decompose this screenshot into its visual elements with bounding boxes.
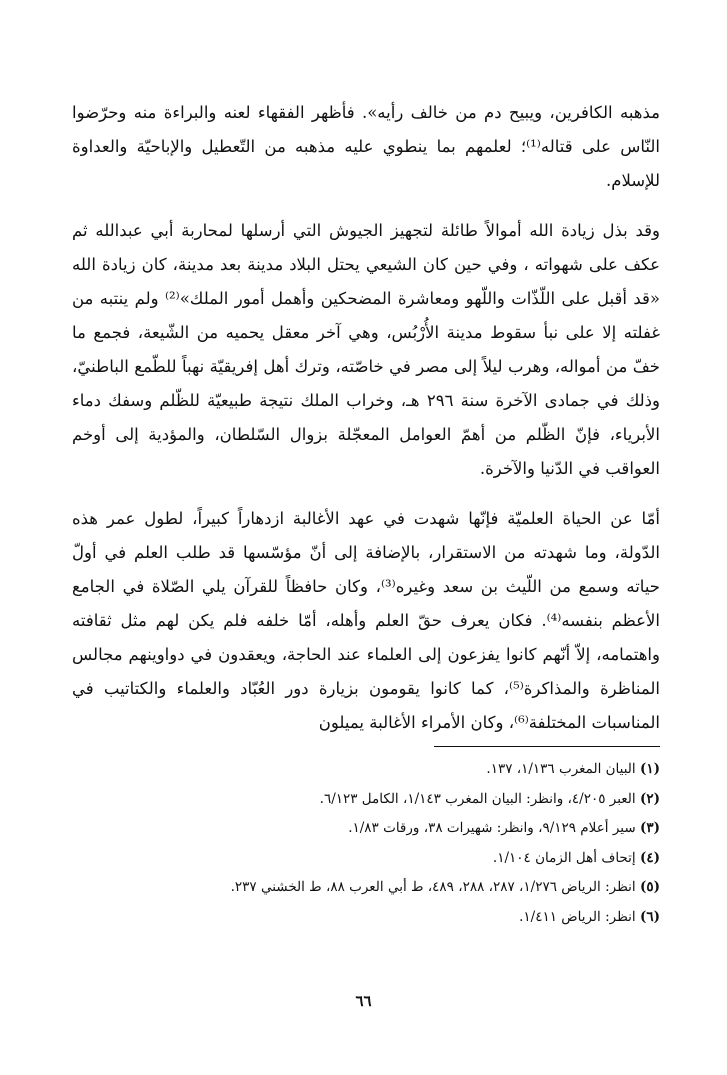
footnote-number: (٦) — [639, 908, 660, 925]
footnote-text: إتحاف أهل الزمان ١/١٠٤. — [492, 849, 636, 866]
footnote-number: (٣) — [639, 820, 660, 836]
footnote-divider — [434, 746, 660, 747]
footnote-item — [72, 785, 660, 815]
footnote-item — [72, 814, 660, 844]
footnote-number: (١) — [639, 761, 660, 777]
footnote-number: (٢) — [639, 790, 660, 807]
footnote-item — [72, 844, 660, 874]
body-paragraph: مذهبه الكافرين، ويبيح دم من خالف رأيه». فأظهر الفقهاء لعنه والبراءة منه وحرّضوا النّاس على قتاله⁽¹⁾؛ لعلمهم بما ينطوي عليه مذهبه من التّعطيل والإباحيّة والعداوة للإسلام. — [72, 103, 660, 190]
footnote-text: البيان المغرب ١/١٣٦، ١٣٧. — [486, 761, 636, 777]
page-number: ٦٦ — [355, 992, 372, 1010]
footnote-item — [72, 903, 660, 933]
footnotes-list — [72, 755, 660, 932]
page-body — [72, 96, 660, 932]
footnote-text: انظر: الرياض ١/٤١١. — [519, 908, 636, 925]
footnote-text: العبر ٤/٢٠٥، وانظر: البيان المغرب ١/١٤٣، الكامل ٦/١٢٣. — [319, 790, 636, 807]
footnote-item — [72, 873, 660, 903]
footnote-text: انظر: الرياض ١/٢٧٦، ٢٨٧، ٢٨٨، ٤٨٩، ط أبي العرب ٨٨، ط الخشني ٢٣٧. — [230, 879, 636, 895]
footnote-number: (٤) — [639, 849, 660, 866]
body-paragraph: وقد بذل زيادة الله أموالاً طائلة لتجهيز الجيوش التي أرسلها لمحاربة أبي عبدالله ثم عكف على شهواته ، وفي حين كان الشيعي يحتل البلاد مدينة بعد مدينة، كان زيادة الله «قد أقبل على اللّذّات واللّهو ومعاشرة المضحكين وأهمل أمور الملك»⁽²⁾ ولم ينتبه من غفلته إلا على نبأ سقوط مدينة الأُرْبُس، وهي آخر معقل يحميه من الشّيعة، فجمع ما خفّ من أمواله، وهرب ليلاً إلى مصر في خاصّته، وترك أهل إفريقيّة نهباً للطّمع الباطنيّ، وذلك في جمادى الآخرة سنة ٢٩٦ هـ، وخراب الملك نتيجة طبيعيّة للظّلم وسفك دماء الأبرياء، فإنّ الظّلم من أهمّ العوامل المعجّلة بزوال السّلطان، والمؤدية إلى أوخم العواقب في الدّنيا والآخرة. — [72, 221, 660, 478]
body-paragraph: أمّا عن الحياة العلميّة فإنّها شهدت في عهد الأغالبة ازدهاراً كبيراً، لطول عمر هذه الدّولة، وما شهدته من الاستقرار، بالإضافة إلى أنّ مؤسّسها قد طلب العلم في أولّ حياته وسمع من اللّيث بن سعد وغيره⁽³⁾، وكان حافظاً للقرآن يلي الصّلاة في الجامع الأعظم بنفسه⁽⁴⁾. فكان يعرف حقّ العلم وأهله، أمّا خلفه فلم يكن لهم مثل ثقافته واهتمامه، إلاّ أنّهم كانوا يفزعون إلى العلماء عند الحاجة، ويعقدون في دواوينهم مجالس المناظرة والمذاكرة⁽⁵⁾، كما كانوا يقومون بزيارة دور العُبّاد والعلماء والكتاتيب في المناسبات المختلفة⁽⁶⁾، وكان الأمراء الأغالبة يميلون — [72, 509, 661, 732]
footnote-item — [72, 755, 660, 785]
footnote-number: (٥) — [639, 879, 660, 895]
footnote-text: سير أعلام ٩/١٢٩، وانظر: شهيرات ٣٨، ورقات ١/٨٣. — [348, 820, 636, 836]
